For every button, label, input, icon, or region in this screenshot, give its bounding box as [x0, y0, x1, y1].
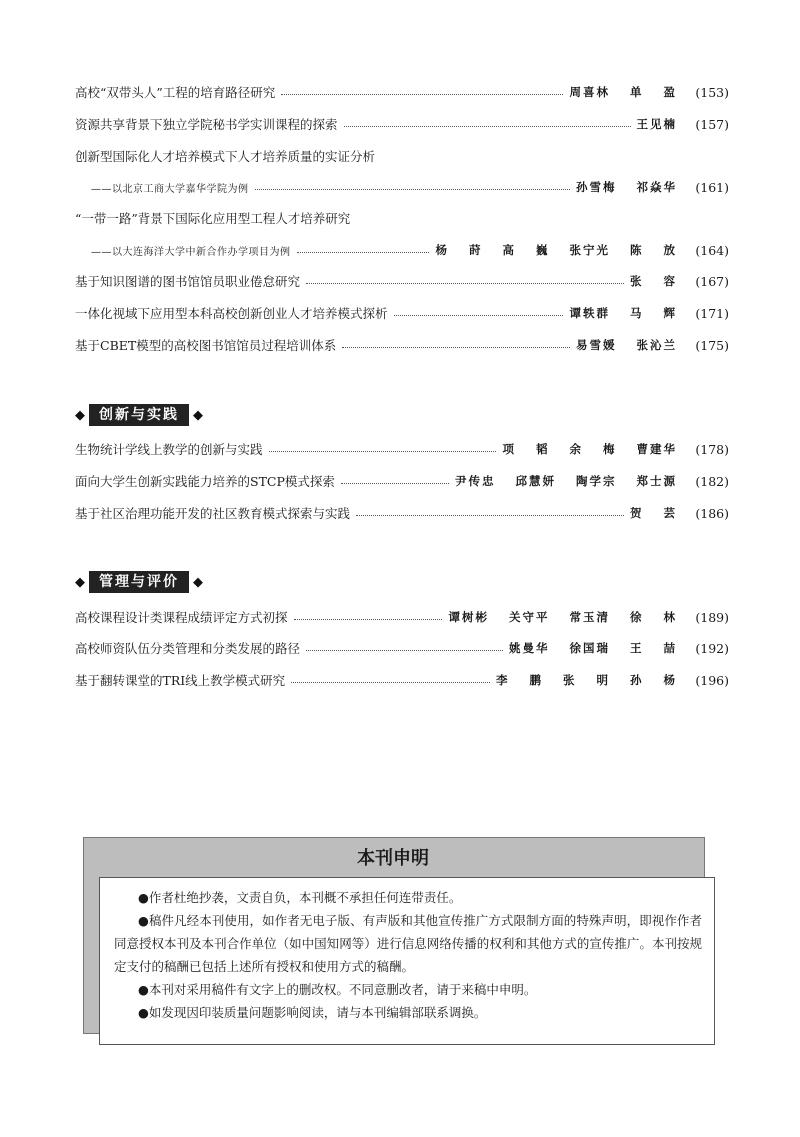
dot-leader: [341, 482, 449, 484]
toc-page: (175): [695, 337, 729, 353]
toc-entry[interactable]: [75, 638, 729, 658]
toc-title: 资源共享背景下独立学院秘书学实训课程的探索: [75, 117, 338, 132]
toc-title: 高校“双带头人”工程的培育路径研究: [75, 85, 276, 100]
toc-page: (186): [695, 505, 729, 521]
toc-authors: 谭轶群 马 辉: [569, 306, 677, 320]
dot-leader: [297, 251, 430, 253]
toc-entry[interactable]: [75, 670, 729, 690]
toc-title: 高校课程设计类课程成绩评定方式初探: [75, 610, 288, 625]
dot-leader: [342, 346, 570, 348]
toc-page: (189): [695, 609, 729, 625]
diamond-icon: ◆: [75, 407, 85, 423]
section-title: 管理与评价: [89, 571, 189, 593]
dot-leader: [294, 618, 443, 620]
dot-leader: [255, 188, 570, 190]
notice-item: ●如发现因印装质量问题影响阅读，请与本刊编辑部联系调换。: [138, 1005, 487, 1020]
dot-leader: [281, 93, 563, 95]
toc-page: (171): [695, 305, 729, 321]
toc-authors: 王见楠: [636, 117, 677, 131]
notice-box: [99, 877, 715, 1045]
toc-title: 基于社区治理功能开发的社区教育模式探索与实践: [75, 506, 351, 521]
notice-title: 本刊申明: [357, 848, 429, 869]
diamond-icon: ◆: [193, 407, 203, 423]
toc-entry-title-line[interactable]: [75, 208, 729, 228]
toc-entry[interactable]: [75, 607, 729, 627]
toc-title: 基于翻转课堂的TRI线上教学模式研究: [75, 673, 286, 688]
toc-page: (192): [695, 640, 729, 656]
dot-leader: [306, 282, 624, 284]
toc-page: (161): [695, 179, 729, 195]
toc-entry[interactable]: [75, 114, 729, 134]
toc-entry[interactable]: [75, 335, 729, 355]
toc-entry[interactable]: [75, 303, 729, 323]
dot-leader: [394, 314, 564, 316]
notice-item: ●本刊对采用稿件有文字上的删改权。不同意删改者，请于来稿中申明。: [138, 982, 537, 997]
toc-authors: 周喜林 单 盈: [569, 85, 677, 99]
toc-page: (196): [695, 672, 729, 688]
toc-entry-subtitle-line[interactable]: [75, 177, 729, 197]
toc-authors: 李 鹏 张 明 孙 杨: [495, 673, 677, 687]
dot-leader: [344, 125, 631, 127]
toc-subtitle: ——以大连海洋大学中新合作办学项目为例: [91, 246, 291, 258]
diamond-icon: ◆: [193, 574, 203, 590]
toc-authors: 贺 芸: [629, 506, 677, 520]
toc-title: 创新型国际化人才培养模式下人才培养质量的实证分析: [75, 149, 376, 164]
toc-entry-title-line[interactable]: [75, 146, 729, 166]
toc-subtitle: ——以北京工商大学嘉华学院为例: [91, 183, 249, 195]
dot-leader: [356, 514, 624, 516]
toc-authors: 尹传忠 邱慧妍 陶学宗 郑士源: [454, 474, 677, 488]
toc-title: 基于CBET模型的高校图书馆馆员过程培训体系: [75, 338, 337, 353]
toc-entry[interactable]: [75, 503, 729, 523]
toc-page: (167): [695, 273, 729, 289]
toc-page: (182): [695, 473, 729, 489]
toc-entry[interactable]: [75, 82, 729, 102]
section-header-management: [75, 570, 203, 594]
toc-entry-subtitle-line[interactable]: [75, 240, 729, 260]
toc-title: 基于知识图谱的图书馆馆员职业倦怠研究: [75, 274, 301, 289]
toc-authors: 项 韬 余 梅 曹建华: [502, 442, 677, 456]
toc-title: 面向大学生创新实践能力培养的STCP模式探索: [75, 474, 335, 489]
toc-authors: 姚曼华 徐国瑞 王 喆: [508, 641, 677, 655]
notice-item: ●作者杜绝抄袭，文责自负，本刊概不承担任何连带责任。: [138, 890, 462, 905]
toc-title: 一体化视域下应用型本科高校创新创业人才培养模式探析: [75, 306, 388, 321]
dot-leader: [291, 681, 490, 683]
toc-authors: 张 容: [629, 274, 677, 288]
toc-authors: 孙雪梅 祁焱华: [575, 180, 677, 194]
toc-title: “一带一路”背景下国际化应用型工程人才培养研究: [75, 211, 351, 226]
toc-page: (157): [695, 116, 729, 132]
toc-authors: 易雪媛 张沁兰: [575, 338, 677, 352]
notice-item: ●稿件凡经本刊使用，如作者无电子版、有声版和其他宣传推广方式限制方面的特殊声明，即视作作者同意授权本刊及本刊合作单位（如中国知网等）进行信息网络传播的权利和其他方式的宣传推广。本刊按规定支付的稿酬已包括上述所有授权和使用方式的稿酬。: [114, 913, 702, 974]
diamond-icon: ◆: [75, 574, 85, 590]
toc-entry[interactable]: [75, 271, 729, 291]
toc-page: (178): [695, 441, 729, 457]
toc-authors: 杨 莳 高 巍 张宁光 陈 放: [435, 243, 677, 257]
dot-leader: [306, 649, 503, 651]
toc-page: (153): [695, 84, 729, 100]
toc-entry[interactable]: [75, 439, 729, 459]
toc-title: 生物统计学线上教学的创新与实践: [75, 442, 263, 457]
toc-authors: 谭树彬 关守平 常玉清 徐 林: [448, 610, 677, 624]
toc-entry[interactable]: [75, 471, 729, 491]
toc-page: (164): [695, 242, 729, 258]
toc-title: 高校师资队伍分类管理和分类发展的路径: [75, 641, 301, 656]
section-title: 创新与实践: [89, 404, 189, 426]
section-header-innovation: [75, 403, 203, 427]
dot-leader: [269, 450, 497, 452]
